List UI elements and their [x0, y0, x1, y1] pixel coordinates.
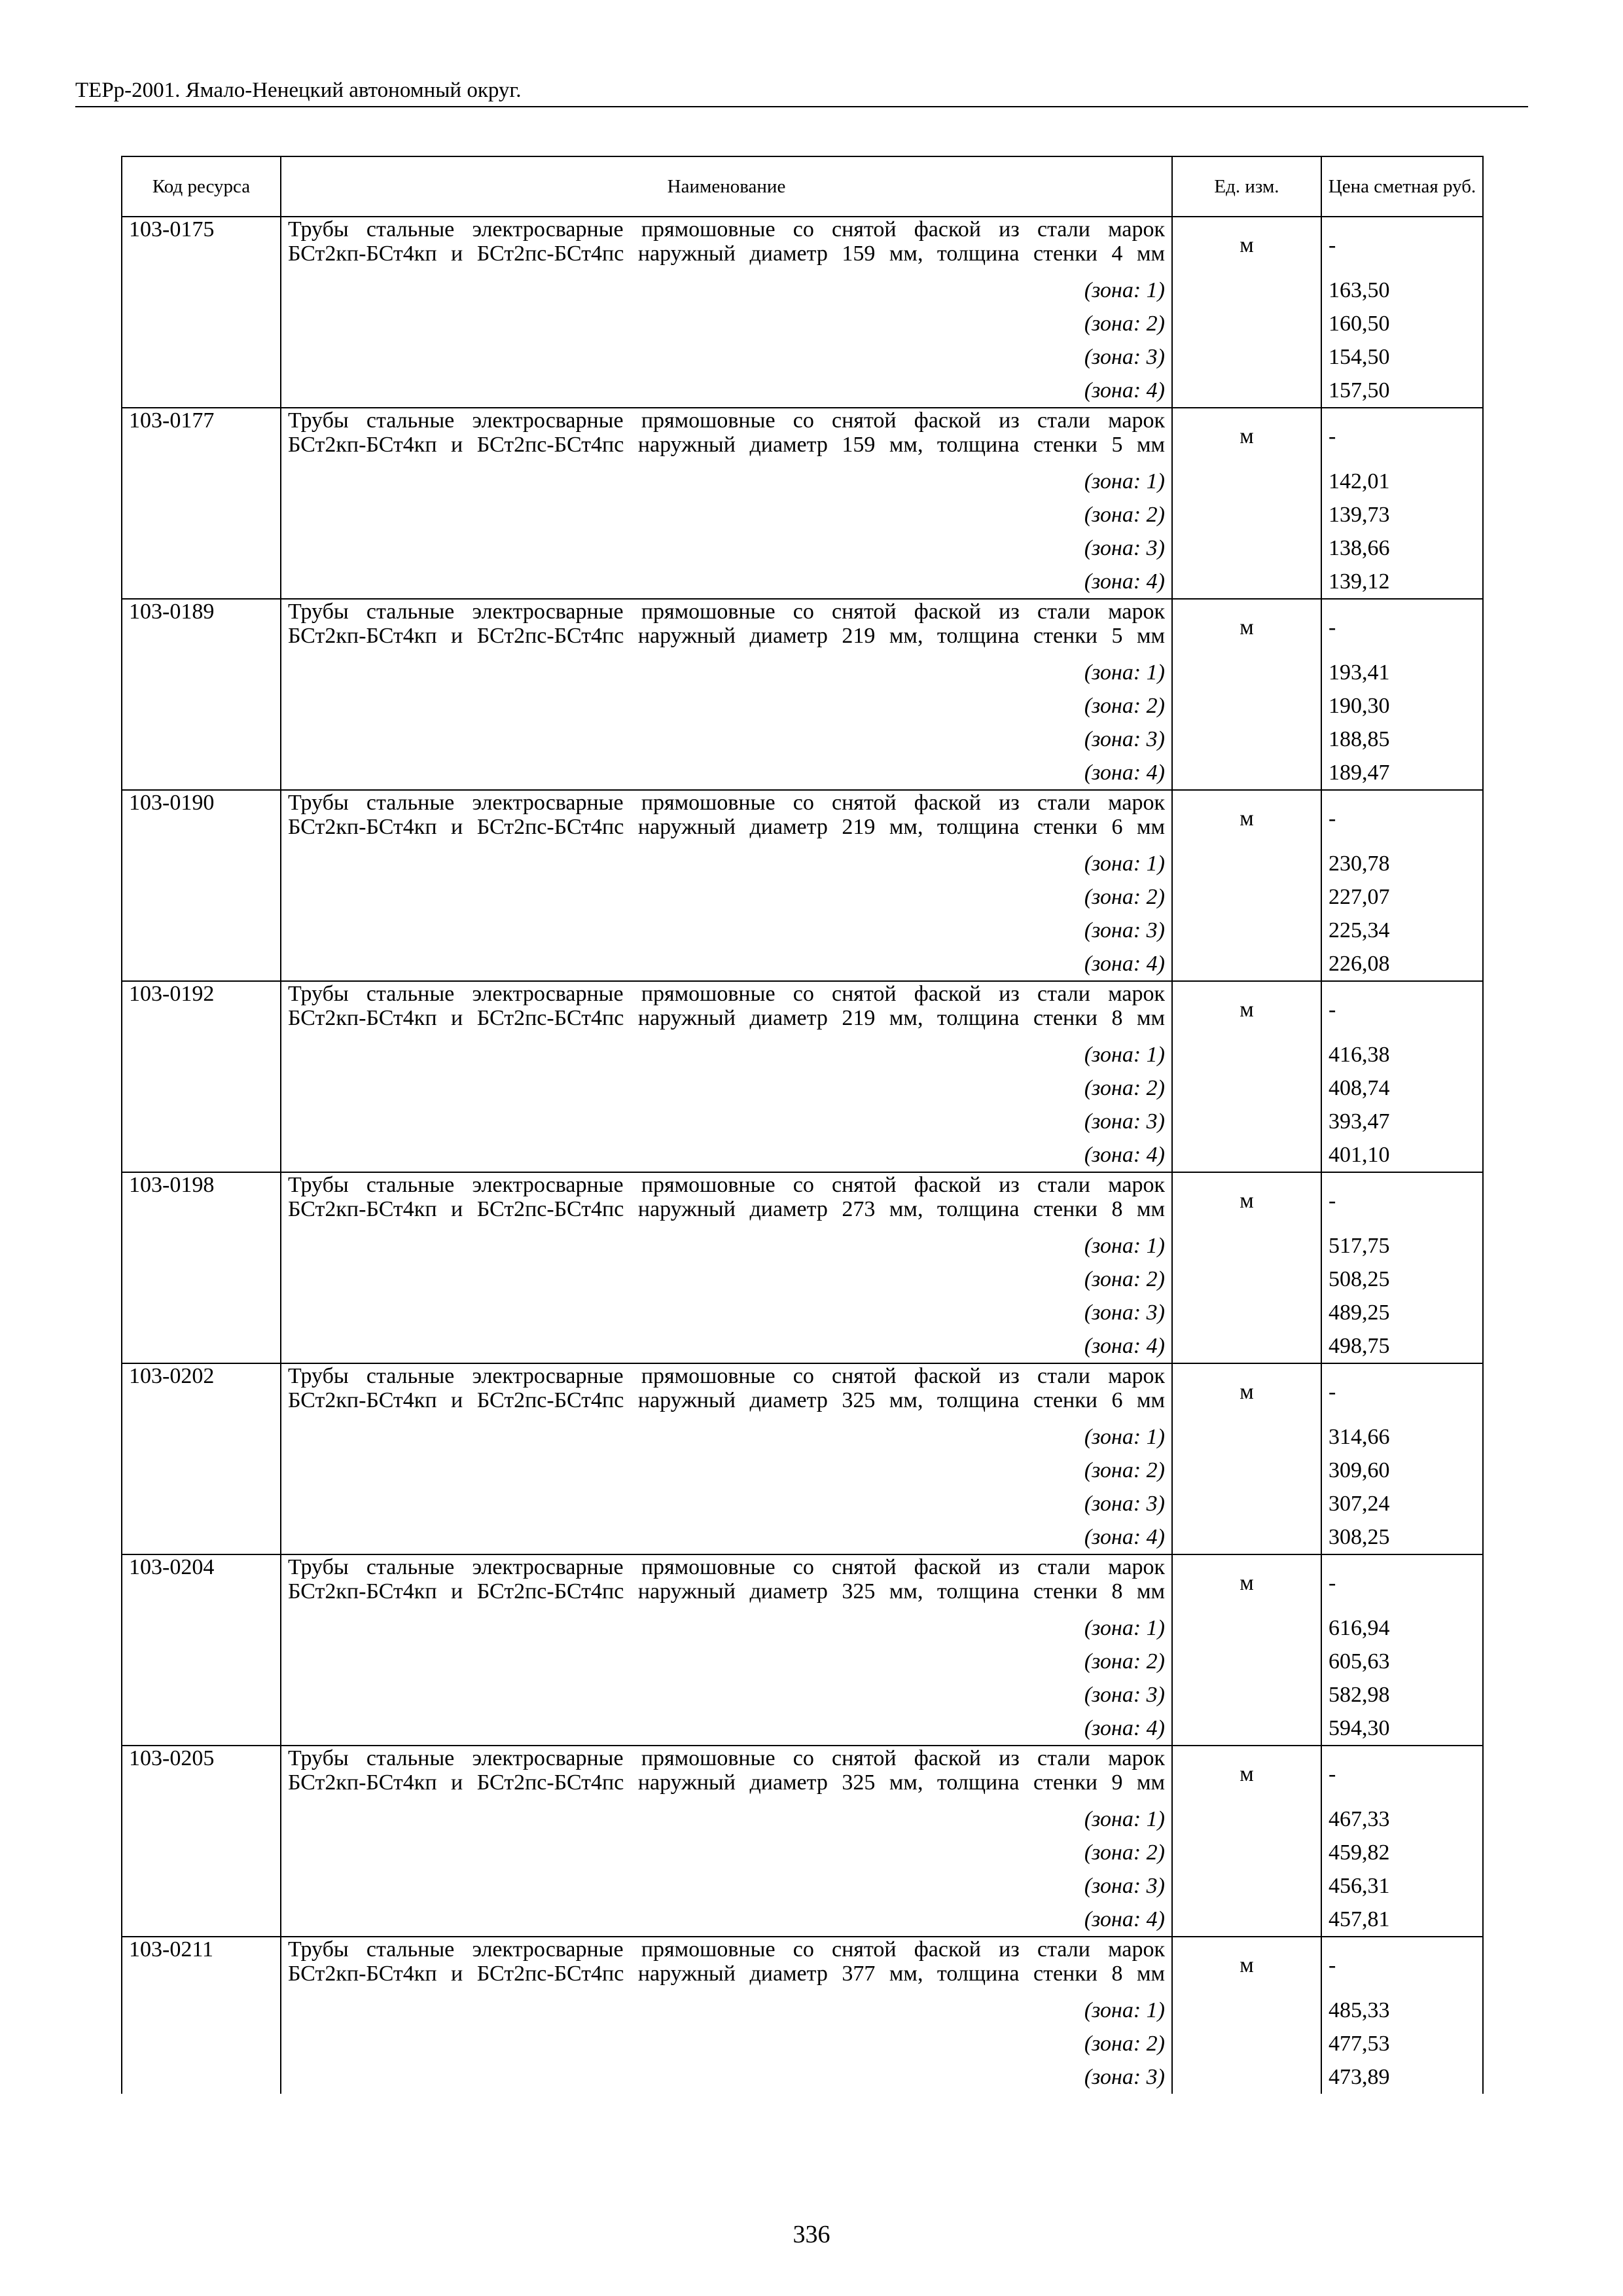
zone-label: (зона: 4): [281, 1903, 1172, 1937]
resource-name: [281, 1554, 1172, 1611]
zone-label: (зона: 1): [281, 1994, 1172, 2027]
base-price: -: [1321, 217, 1483, 274]
page-number: 336: [793, 2221, 830, 2248]
zone-price: 190,30: [1321, 689, 1483, 723]
resource-name-line: Трубы стальные электросварные прямошовные со снятой фаской из стали марок: [288, 408, 1165, 433]
zone-label: (зона: 3): [281, 340, 1172, 374]
base-price: -: [1321, 1172, 1483, 1229]
resource-name-line: Трубы стальные электросварные прямошовные со снятой фаской из стали марок: [288, 791, 1165, 815]
zone-price: 230,78: [1321, 847, 1483, 880]
table-row: [122, 1363, 1483, 1420]
table-row: [122, 1172, 1483, 1229]
zone-label: (зона: 1): [281, 465, 1172, 498]
zone-price: 498,75: [1321, 1329, 1483, 1363]
base-price: -: [1321, 599, 1483, 656]
zone-price: 227,07: [1321, 880, 1483, 914]
base-price: -: [1321, 1937, 1483, 1994]
table-row: [122, 981, 1483, 1038]
zone-price: 477,53: [1321, 2027, 1483, 2060]
unit-of-measure: м: [1172, 408, 1321, 599]
resource-code: 103-0211: [122, 1937, 281, 2094]
zone-price: 160,50: [1321, 307, 1483, 340]
zone-price: 314,66: [1321, 1420, 1483, 1454]
resource-code: 103-0189: [122, 599, 281, 790]
zone-label: (зона: 1): [281, 1229, 1172, 1263]
resource-name-line: БСт2кп-БСт4кп и БСт2пс-БСт4пс наружный диаметр 325 мм, толщина стенки 9 мм: [288, 1770, 1165, 1795]
zone-label: (зона: 1): [281, 656, 1172, 689]
zone-label: (зона: 1): [281, 1611, 1172, 1645]
resource-code: 103-0198: [122, 1172, 281, 1363]
zone-label: (зона: 3): [281, 723, 1172, 756]
resource-name-line: БСт2кп-БСт4кп и БСт2пс-БСт4пс наружный диаметр 159 мм, толщина стенки 4 мм: [288, 242, 1165, 266]
column-header-unit: Ед. изм.: [1172, 156, 1321, 217]
resource-code: 103-0192: [122, 981, 281, 1172]
resource-code: 103-0177: [122, 408, 281, 599]
zone-price: 188,85: [1321, 723, 1483, 756]
table-row: [122, 599, 1483, 656]
resource-name-line: БСт2кп-БСт4кп и БСт2пс-БСт4пс наружный диаметр 325 мм, толщина стенки 8 мм: [288, 1579, 1165, 1604]
resource-name-line: Трубы стальные электросварные прямошовные со снятой фаской из стали марок: [288, 600, 1165, 624]
table-header-row: [122, 156, 1483, 217]
resource-name-line: БСт2кп-БСт4кп и БСт2пс-БСт4пс наружный диаметр 377 мм, толщина стенки 8 мм: [288, 1962, 1165, 1986]
zone-price: 459,82: [1321, 1836, 1483, 1869]
resource-name-line: БСт2кп-БСт4кп и БСт2пс-БСт4пс наружный диаметр 219 мм, толщина стенки 5 мм: [288, 624, 1165, 648]
zone-label: (зона: 3): [281, 914, 1172, 947]
table-row: [122, 1554, 1483, 1611]
unit-of-measure: м: [1172, 1172, 1321, 1363]
zone-price: 456,31: [1321, 1869, 1483, 1903]
zone-label: (зона: 1): [281, 1803, 1172, 1836]
zone-price: 485,33: [1321, 1994, 1483, 2027]
base-price: -: [1321, 408, 1483, 465]
table-row: [122, 1937, 1483, 1994]
zone-label: (зона: 2): [281, 2027, 1172, 2060]
zone-label: (зона: 2): [281, 307, 1172, 340]
zone-label: (зона: 1): [281, 274, 1172, 307]
zone-label: (зона: 3): [281, 1296, 1172, 1329]
zone-price: 309,60: [1321, 1454, 1483, 1487]
zone-label: (зона: 2): [281, 1263, 1172, 1296]
resource-name: [281, 1172, 1172, 1229]
resource-code: 103-0205: [122, 1746, 281, 1937]
resource-name-line: Трубы стальные электросварные прямошовные со снятой фаской из стали марок: [288, 1173, 1165, 1197]
table-row: [122, 217, 1483, 274]
zone-label: (зона: 2): [281, 1454, 1172, 1487]
zone-price: 473,89: [1321, 2060, 1483, 2094]
zone-label: (зона: 1): [281, 1420, 1172, 1454]
zone-price: 225,34: [1321, 914, 1483, 947]
zone-price: 154,50: [1321, 340, 1483, 374]
resource-name-line: Трубы стальные электросварные прямошовные со снятой фаской из стали марок: [288, 1746, 1165, 1770]
resource-name: [281, 790, 1172, 847]
resource-name-line: БСт2кп-БСт4кп и БСт2пс-БСт4пс наружный диаметр 159 мм, толщина стенки 5 мм: [288, 433, 1165, 457]
zone-price: 142,01: [1321, 465, 1483, 498]
zone-label: (зона: 4): [281, 1329, 1172, 1363]
resource-name: [281, 408, 1172, 465]
zone-label: (зона: 3): [281, 531, 1172, 565]
resource-name-line: БСт2кп-БСт4кп и БСт2пс-БСт4пс наружный диаметр 273 мм, толщина стенки 8 мм: [288, 1197, 1165, 1221]
zone-label: (зона: 3): [281, 1678, 1172, 1712]
column-header-name: Наименование: [281, 156, 1172, 217]
zone-label: (зона: 3): [281, 1869, 1172, 1903]
base-price: -: [1321, 790, 1483, 847]
resource-name-line: Трубы стальные электросварные прямошовные со снятой фаской из стали марок: [288, 1364, 1165, 1388]
column-header-code: Код ресурса: [122, 156, 281, 217]
zone-price: 308,25: [1321, 1520, 1483, 1554]
zone-label: (зона: 1): [281, 847, 1172, 880]
table-row: [122, 790, 1483, 847]
zone-label: (зона: 4): [281, 756, 1172, 790]
resource-name: [281, 599, 1172, 656]
resource-name-line: Трубы стальные электросварные прямошовные со снятой фаской из стали марок: [288, 1555, 1165, 1579]
zone-price: 163,50: [1321, 274, 1483, 307]
resource-name-line: БСт2кп-БСт4кп и БСт2пс-БСт4пс наружный диаметр 219 мм, толщина стенки 6 мм: [288, 815, 1165, 839]
zone-label: (зона: 4): [281, 947, 1172, 981]
zone-price: 138,66: [1321, 531, 1483, 565]
zone-price: 416,38: [1321, 1038, 1483, 1071]
zone-label: (зона: 3): [281, 1105, 1172, 1138]
unit-of-measure: м: [1172, 1363, 1321, 1554]
unit-of-measure: м: [1172, 1937, 1321, 2094]
unit-of-measure: м: [1172, 1554, 1321, 1746]
resource-name: [281, 1937, 1172, 1994]
zone-price: 605,63: [1321, 1645, 1483, 1678]
table-row: [122, 1746, 1483, 1803]
zone-price: 193,41: [1321, 656, 1483, 689]
table-row: [122, 408, 1483, 465]
unit-of-measure: м: [1172, 217, 1321, 408]
zone-label: (зона: 1): [281, 1038, 1172, 1071]
zone-label: (зона: 3): [281, 2060, 1172, 2094]
unit-of-measure: м: [1172, 1746, 1321, 1937]
resource-name: [281, 981, 1172, 1038]
unit-of-measure: м: [1172, 599, 1321, 790]
zone-label: (зона: 2): [281, 498, 1172, 531]
zone-label: (зона: 2): [281, 1836, 1172, 1869]
unit-of-measure: м: [1172, 790, 1321, 981]
zone-label: (зона: 2): [281, 1071, 1172, 1105]
zone-price: 508,25: [1321, 1263, 1483, 1296]
zone-price: 157,50: [1321, 374, 1483, 408]
zone-label: (зона: 3): [281, 1487, 1172, 1520]
zone-label: (зона: 4): [281, 1138, 1172, 1172]
zone-label: (зона: 4): [281, 1520, 1172, 1554]
zone-price: 582,98: [1321, 1678, 1483, 1712]
base-price: -: [1321, 1746, 1483, 1803]
zone-price: 226,08: [1321, 947, 1483, 981]
base-price: -: [1321, 1554, 1483, 1611]
base-price: -: [1321, 1363, 1483, 1420]
zone-label: (зона: 2): [281, 880, 1172, 914]
resource-name-line: БСт2кп-БСт4кп и БСт2пс-БСт4пс наружный диаметр 219 мм, толщина стенки 8 мм: [288, 1006, 1165, 1030]
zone-price: 139,12: [1321, 565, 1483, 599]
zone-label: (зона: 2): [281, 689, 1172, 723]
resource-code: 103-0190: [122, 790, 281, 981]
zone-price: 401,10: [1321, 1138, 1483, 1172]
resource-price-table: [121, 156, 1484, 2094]
zone-price: 307,24: [1321, 1487, 1483, 1520]
resource-name-line: БСт2кп-БСт4кп и БСт2пс-БСт4пс наружный диаметр 325 мм, толщина стенки 6 мм: [288, 1388, 1165, 1412]
base-price: -: [1321, 981, 1483, 1038]
zone-price: 594,30: [1321, 1712, 1483, 1746]
resource-code: 103-0202: [122, 1363, 281, 1554]
resource-name: [281, 217, 1172, 274]
zone-price: 139,73: [1321, 498, 1483, 531]
zone-label: (зона: 4): [281, 1712, 1172, 1746]
zone-label: (зона: 4): [281, 565, 1172, 599]
zone-label: (зона: 2): [281, 1645, 1172, 1678]
table-body: [122, 217, 1483, 2094]
zone-price: 489,25: [1321, 1296, 1483, 1329]
zone-price: 467,33: [1321, 1803, 1483, 1836]
resource-name-line: Трубы стальные электросварные прямошовные со снятой фаской из стали марок: [288, 982, 1165, 1006]
document-header: ТЕРр-2001. Ямало-Ненецкий автономный округ.: [75, 77, 1528, 107]
column-header-price: Цена сметная руб.: [1321, 156, 1483, 217]
zone-price: 457,81: [1321, 1903, 1483, 1937]
resource-name: [281, 1363, 1172, 1420]
zone-price: 189,47: [1321, 756, 1483, 790]
zone-price: 517,75: [1321, 1229, 1483, 1263]
zone-label: (зона: 4): [281, 374, 1172, 408]
resource-code: 103-0204: [122, 1554, 281, 1746]
resource-name-line: Трубы стальные электросварные прямошовные со снятой фаской из стали марок: [288, 217, 1165, 242]
unit-of-measure: м: [1172, 981, 1321, 1172]
resource-code: 103-0175: [122, 217, 281, 408]
resource-name: [281, 1746, 1172, 1803]
zone-price: 408,74: [1321, 1071, 1483, 1105]
zone-price: 616,94: [1321, 1611, 1483, 1645]
zone-price: 393,47: [1321, 1105, 1483, 1138]
resource-name-line: Трубы стальные электросварные прямошовные со снятой фаской из стали марок: [288, 1937, 1165, 1962]
